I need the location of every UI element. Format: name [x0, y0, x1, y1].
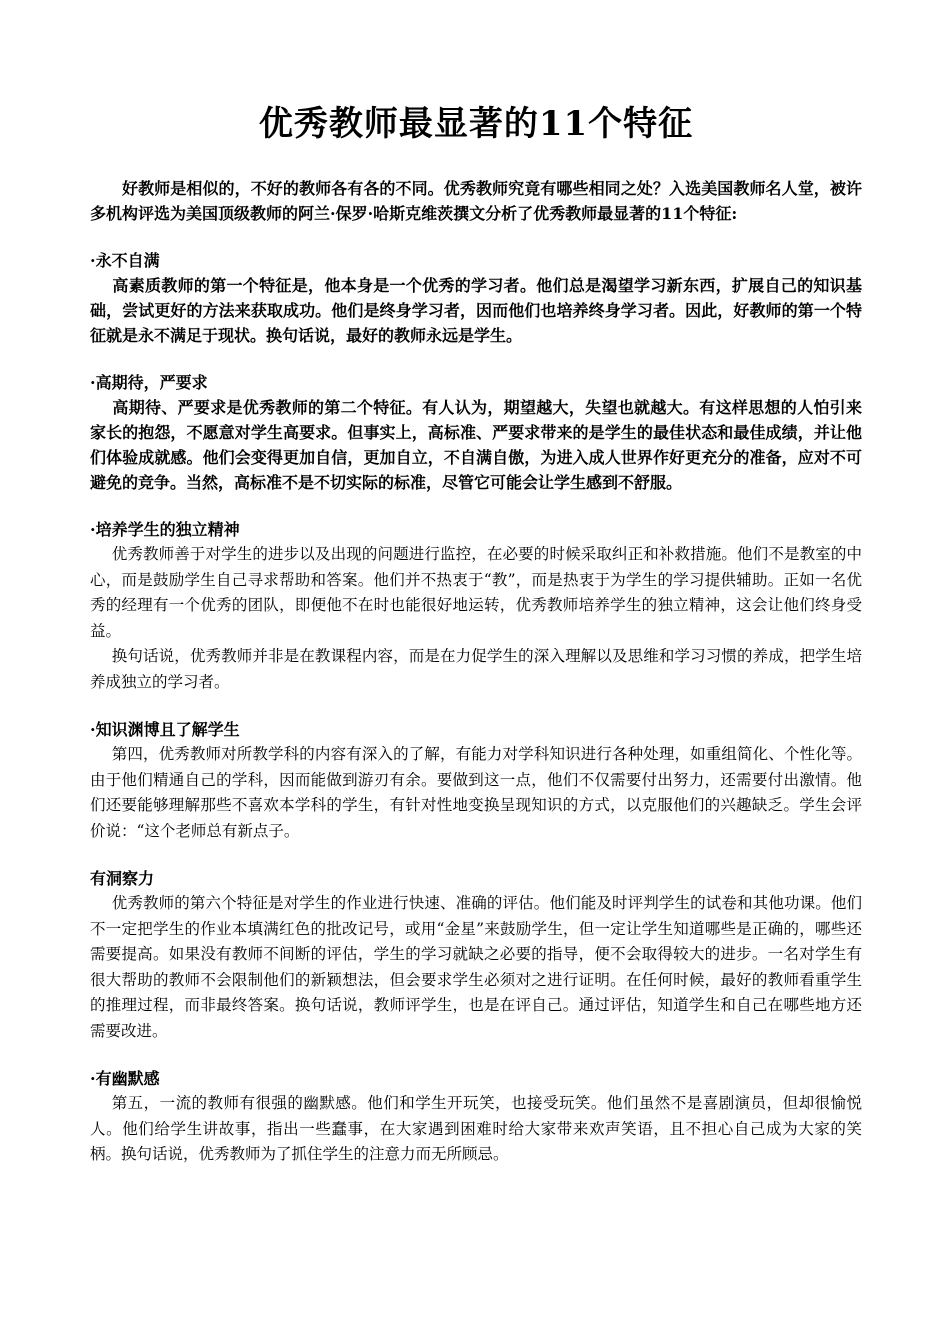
section-paragraph: 第四，优秀教师对所教学科的内容有深入的了解，有能力对学科知识进行各种处理，如重组简化、个性化等。由于他们精通自己的学科，因而能做到游刃有余。要做到这一点，他们不仅需要付出努力，还需要付出激情。他们还要能够理解那些不喜欢本学科的学生，有针对性地变换呈现知识的方式，以克服他们的兴趣缺乏。学生会评价说：“这个老师总有新点子。	[90, 745, 862, 840]
section-paragraph: 第五，一流的教师有很强的幽默感。他们和学生开玩笑，也接受玩笑。他们虽然不是喜剧演员，但却很愉悦人。他们给学生讲故事，指出一些蠢事，在大家遇到困难时给大家带来欢声笑语，且不担心自己成为大家的笑柄。换句话说，优秀教师为了抓住学生的注意力而无所顾忌。	[90, 1094, 862, 1163]
section-paragraph: 换句话说，优秀教师并非是在教课程内容，而是在力促学生的深入理解以及思维和学习习惯的养成，把学生培养成独立的学习者。	[90, 647, 862, 691]
section-heading: ·高期待，严要求	[90, 373, 208, 392]
section-heading: ·培养学生的独立精神	[90, 520, 240, 539]
section-paragraph: 高期待、严要求是优秀教师的第二个特征。有人认为，期望越大，失望也就越大。有这样思想的人怕引来家长的抱怨，不愿意对学生高要求。但事实上，高标准、严要求带来的是学生的最佳状态和最佳成绩，并让他们体验成就感。他们会变得更加自信，更加自立，不自满自傲，为进入成人世界作好更充分的准备，应对不可避免的竞争。当然，高标准不是不切实际的标准，尽管它可能会让学生感到不舒服。	[90, 398, 862, 492]
section-heading: ·永不自满	[90, 251, 160, 270]
section-knowledgeable	[90, 717, 862, 844]
document-page	[90, 100, 862, 1168]
section-independence	[90, 517, 862, 695]
section-high-expectations	[90, 370, 862, 495]
section-paragraph: 优秀教师的第六个特征是对学生的作业进行快速、准确的评估。他们能及时评判学生的试卷和其他功课。他们不一定把学生的作业本填满红色的批改记号，或用“金星”来鼓励学生，但一定让学生知道哪些是正确的，哪些还需要提高。如果没有教师不间断的评估，学生的学习就缺之必要的指导，便不会取得较大的进步。一名对学生有很大帮助的教师不会限制他们的新颖想法，但会要求学生必须对之进行证明。在任何时候，最好的教师看重学生的推理过程，而非最终答案。换句话说，教师评学生，也是在评自己。通过评估，知道学生和自己在哪些地方还需要改进。	[90, 894, 862, 1040]
document-title: 优秀教师最显著的11个特征	[258, 104, 694, 144]
section-never-complacent	[90, 248, 862, 348]
section-heading: 有洞察力	[90, 869, 155, 888]
intro-paragraph: 好教师是相似的，不好的教师各有各的不同。优秀教师究竟有哪些相同之处？入选美国教师名人堂，被许多机构评选为美国顶级教师的阿兰·保罗·哈斯克维茨撰文分析了优秀教师最显著的11个特征:	[90, 179, 862, 223]
section-paragraph: 优秀教师善于对学生的进步以及出现的问题进行监控，在必要的时候采取纠正和补救措施。他们不是教室的中心，而是鼓励学生自己寻求帮助和答案。他们并不热衷于“教”，而是热衷于为学生的学习提供辅助。正如一名优秀的经理有一个优秀的团队，即便他不在时也能很好地运转，优秀教师培养学生的独立精神，这会让他们终身受益。	[90, 545, 862, 640]
section-insight	[90, 866, 862, 1044]
section-heading: ·知识渊博且了解学生	[90, 720, 240, 739]
section-humor	[90, 1066, 862, 1168]
section-paragraph: 高素质教师的第一个特征是，他本身是一个优秀的学习者。他们总是渴望学习新东西，扩展自己的知识基础，尝试更好的方法来获取成功。他们是终身学习者，因而他们也培养终身学习者。因此，好教师的第一个特征就是永不满足于现状。换句话说，最好的教师永远是学生。	[90, 276, 862, 345]
section-heading: ·有幽默感	[90, 1069, 160, 1088]
